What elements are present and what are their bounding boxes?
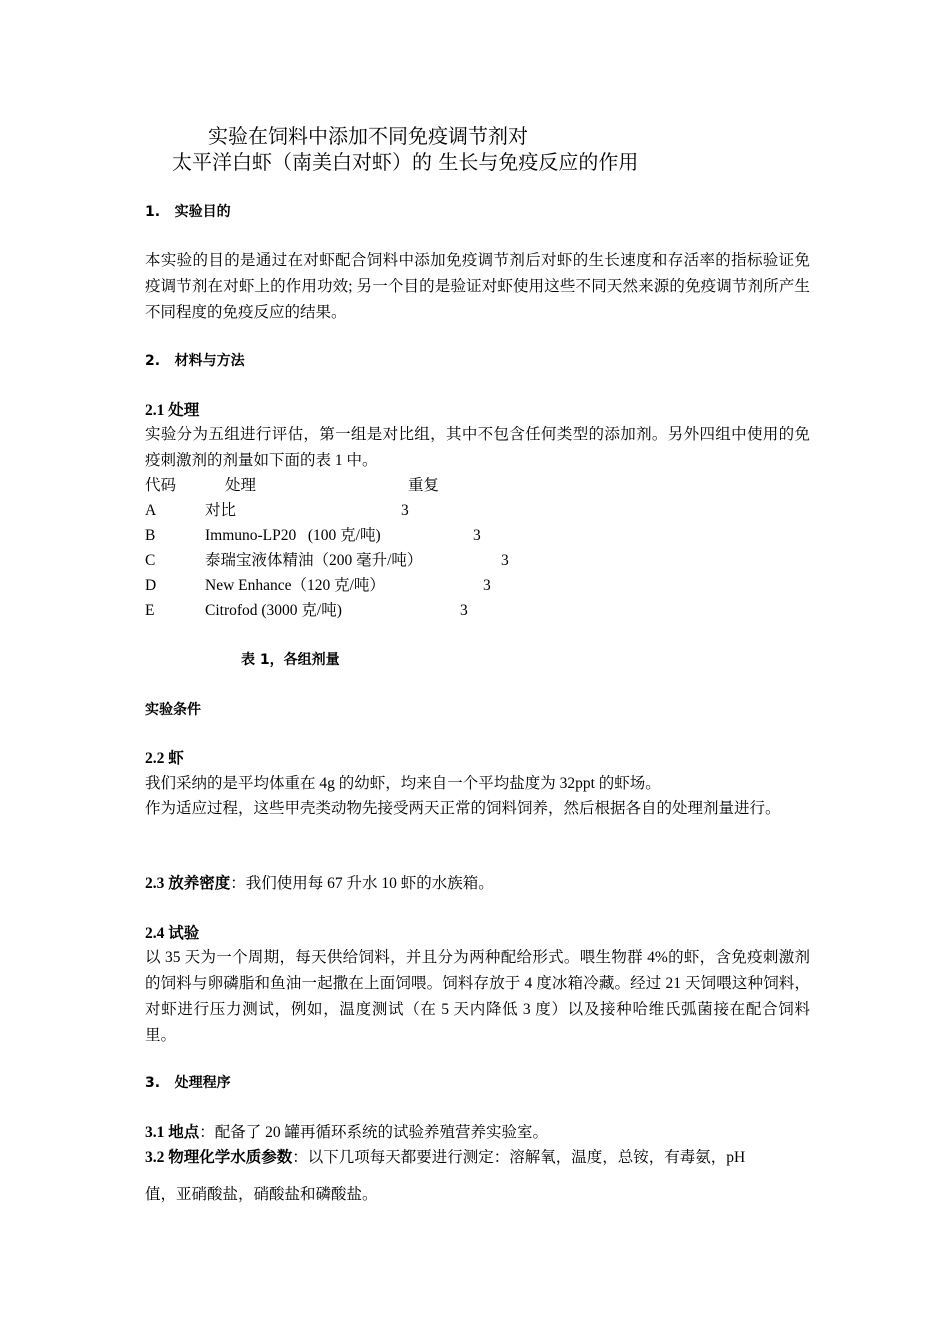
section-2-4-heading: 2.4 试验 xyxy=(145,925,200,942)
table-row-replicates: 3 xyxy=(483,577,491,594)
title-line-2: 太平洋白虾（南美白对虾）的 生长与免疫反应的作用 xyxy=(172,150,639,174)
table-row-replicates: 3 xyxy=(401,502,409,519)
section-3-1-label: 3.1 地点 xyxy=(145,1124,200,1141)
section-2-1-body: 实验分为五组进行评估，第一组是对比组，其中不包含任何类型的添加剂。另外四组中使用的免疫刺激剂的剂量如下面的表 1 中。 xyxy=(145,426,810,469)
table-row-code: E xyxy=(145,602,155,619)
table-row-treatment: 泰瑞宝液体精油（200 毫升/吨） xyxy=(205,552,423,569)
section-3-1 xyxy=(145,1120,548,1145)
table-row-code: C xyxy=(145,552,156,569)
table-row-replicates: 3 xyxy=(460,602,468,619)
table-header-replicates: 重复 xyxy=(408,477,440,494)
table-row-code: B xyxy=(145,527,156,544)
table-row-treatment: Immuno-LP20 (100 克/吨) xyxy=(205,527,381,544)
conditions-heading: 实验条件 xyxy=(145,702,201,718)
table-row-treatment: Citrofod (3000 克/吨) xyxy=(205,602,342,619)
section-2-heading: 2. 材料与方法 xyxy=(145,353,245,369)
section-2-3 xyxy=(145,871,494,896)
section-1-body: 本实验的目的是通过在对虾配合饲料中添加免疫调节剂后对虾的生长速度和存活率的指标验证免疫调节剂在对虾上的作用功效; 另一个目的是验证对虾使用这些不同天然来源的免疫调节剂所产生不同程度的免疫反应的结果。 xyxy=(145,252,810,321)
section-3-heading: 3. 处理程序 xyxy=(145,1075,231,1091)
section-2-2-line-2: 作为适应过程，这些甲壳类动物先接受两天正常的饲料饲养，然后根据各自的处理剂量进行。 xyxy=(145,800,781,817)
table-header-code: 代码 xyxy=(145,477,177,494)
table-header-treatment: 处理 xyxy=(225,477,257,494)
section-3-2-label: 3.2 物理化学水质参数 xyxy=(145,1149,293,1166)
section-3-2 xyxy=(145,1145,745,1170)
section-2-3-label: 2.3 放养密度 xyxy=(145,875,231,892)
section-2-4-body: 以 35 天为一个周期，每天供给饲料，并且分为两种配给形式。喂生物群 4%的虾，含免疫刺激剂的饲料与卵磷脂和鱼油一起撒在上面饲喂。饲料存放于 4 度冰箱冷藏。经过 21 天饲喂这种饲料，对虾进行压力测试，例如，温度测试（在 5 天内降低 3 度）以及接种哈维氏弧菌接在配合饲料里。 xyxy=(145,949,810,1044)
section-2-1-heading: 2.1 处理 xyxy=(145,402,200,419)
section-1-heading: 1. 实验目的 xyxy=(145,204,231,220)
section-2-2-heading: 2.2 虾 xyxy=(145,750,184,767)
table-row-replicates: 3 xyxy=(501,552,509,569)
title-line-1: 实验在饲料中添加不同免疫调节剂对 xyxy=(208,124,528,148)
table-row-code: D xyxy=(145,577,157,594)
section-2-2-line-1: 我们采纳的是平均体重在 4g 的幼虾，均来自一个平均盐度为 32ppt 的虾场。 xyxy=(145,775,661,792)
section-3-2-continuation: 值，亚硝酸盐，硝酸盐和磷酸盐。 xyxy=(145,1186,378,1203)
section-2-3-text: ：我们使用每 67 升水 10 虾的水族箱。 xyxy=(230,875,494,892)
table-row-replicates: 3 xyxy=(473,527,481,544)
table-row-treatment: New Enhance（120 克/吨） xyxy=(205,577,385,594)
table-caption: 表 1，各组剂量 xyxy=(241,652,340,668)
table-row-treatment: 对比 xyxy=(205,502,237,519)
table-row-code: A xyxy=(145,502,157,519)
section-3-1-text: ：配备了 20 罐再循环系统的试验养殖营养实验室。 xyxy=(199,1124,549,1141)
section-3-2-text: ：以下几项每天都要进行测定：溶解氧，温度，总铵，有毒氨，pH xyxy=(292,1149,746,1166)
